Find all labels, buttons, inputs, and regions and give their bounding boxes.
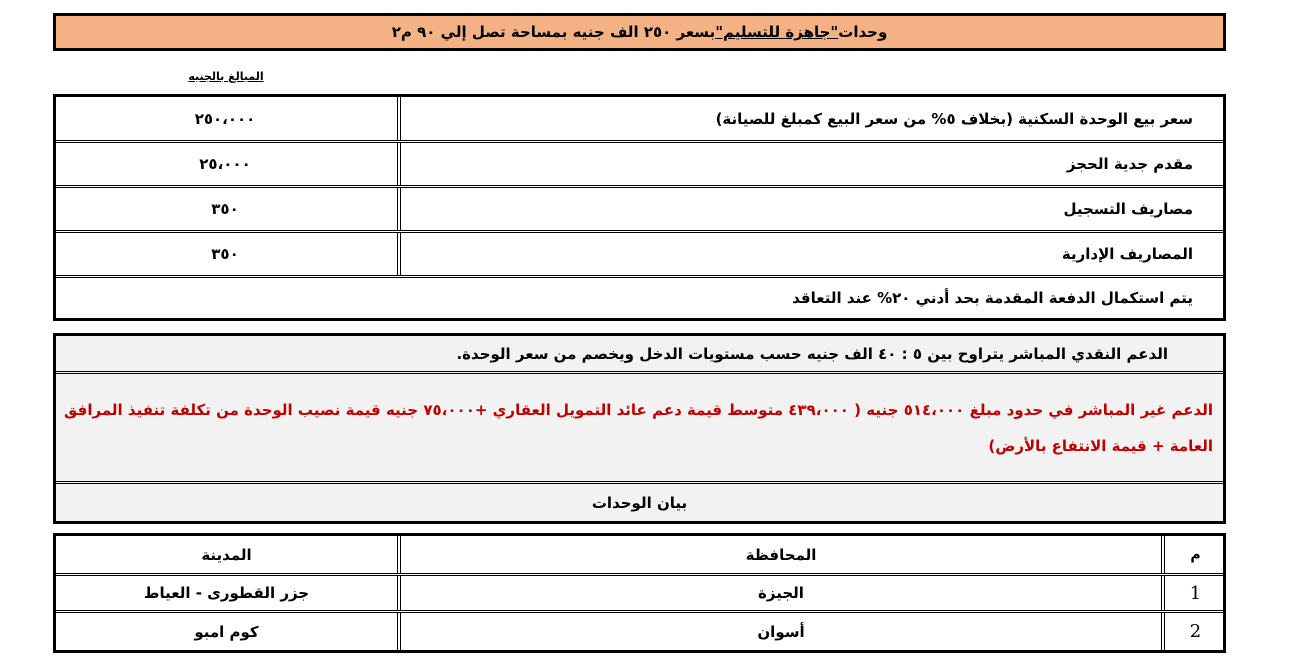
price-row-registration	[56, 188, 1223, 233]
price-value: ٢٥٠،٠٠٠	[194, 109, 256, 128]
price-label: مقدم جدية الحجز	[397, 143, 1223, 185]
price-label: مصاريف التسجيل	[397, 188, 1223, 230]
direct-support: الدعم النقدي المباشر يتراوح بين ٥ : ٤٠ الف جنيه حسب مستويات الدخل ويخصم من سعر الوحدة.	[56, 336, 1223, 374]
title-highlight: "جاهزة للتسليم"	[715, 23, 839, 41]
units-section-title: بيان الوحدات	[591, 493, 688, 512]
header-governorate: المحافظة	[397, 536, 1165, 573]
units-header-row	[56, 536, 1223, 576]
row-number: 2	[1189, 621, 1202, 642]
price-row-sale-price	[56, 97, 1223, 143]
price-row-reservation	[56, 143, 1223, 188]
header-city: المدينة	[201, 545, 252, 564]
row-number: 1	[1189, 582, 1202, 604]
currency-note: المبالغ بالجنيه	[188, 70, 264, 83]
row-city: كوم امبو	[194, 622, 259, 641]
support-box	[53, 333, 1226, 524]
title-suffix: بسعر ٢٥٠ الف جنيه بمساحة تصل إلي ٩٠ م٢	[391, 23, 716, 41]
price-row-admin	[56, 233, 1223, 278]
row-governorate: الجيزة	[397, 576, 1165, 610]
indirect-support: الدعم غير المباشر في حدود مبلغ ٥١٤،٠٠٠ جنيه ( ٤٣٩،٠٠٠ متوسط قيمة دعم عائد التمويل العقاري +٧٥،٠٠٠ جنيه قيمة نصيب الوحدة من تكلفة تنفيذ المرافق العامة + قيمة الانتفاع بالأرض)	[56, 374, 1223, 484]
units-table	[53, 533, 1226, 653]
price-row-note	[56, 278, 1223, 318]
row-city: جزر القطورى - العياط	[143, 584, 310, 602]
down-payment-note: يتم استكمال الدفعة المقدمة بحد أدني ٢٠% عند التعاقد	[792, 289, 1193, 307]
page-title-banner	[53, 13, 1226, 51]
header-number: م	[1190, 546, 1201, 563]
price-label: المصاريف الإدارية	[397, 233, 1223, 275]
table-row	[56, 576, 1223, 613]
price-value: ٣٥٠	[211, 245, 239, 263]
row-governorate: أسوان	[397, 613, 1165, 650]
title-prefix: وحدات	[838, 23, 888, 41]
price-table	[53, 94, 1226, 321]
table-row	[56, 613, 1223, 650]
price-label: سعر بيع الوحدة السكنية (بخلاف ٥% من سعر البيع كمبلغ للصيانة)	[397, 97, 1223, 140]
price-value: ٢٥،٠٠٠	[199, 155, 251, 173]
price-value: ٣٥٠	[211, 200, 239, 218]
